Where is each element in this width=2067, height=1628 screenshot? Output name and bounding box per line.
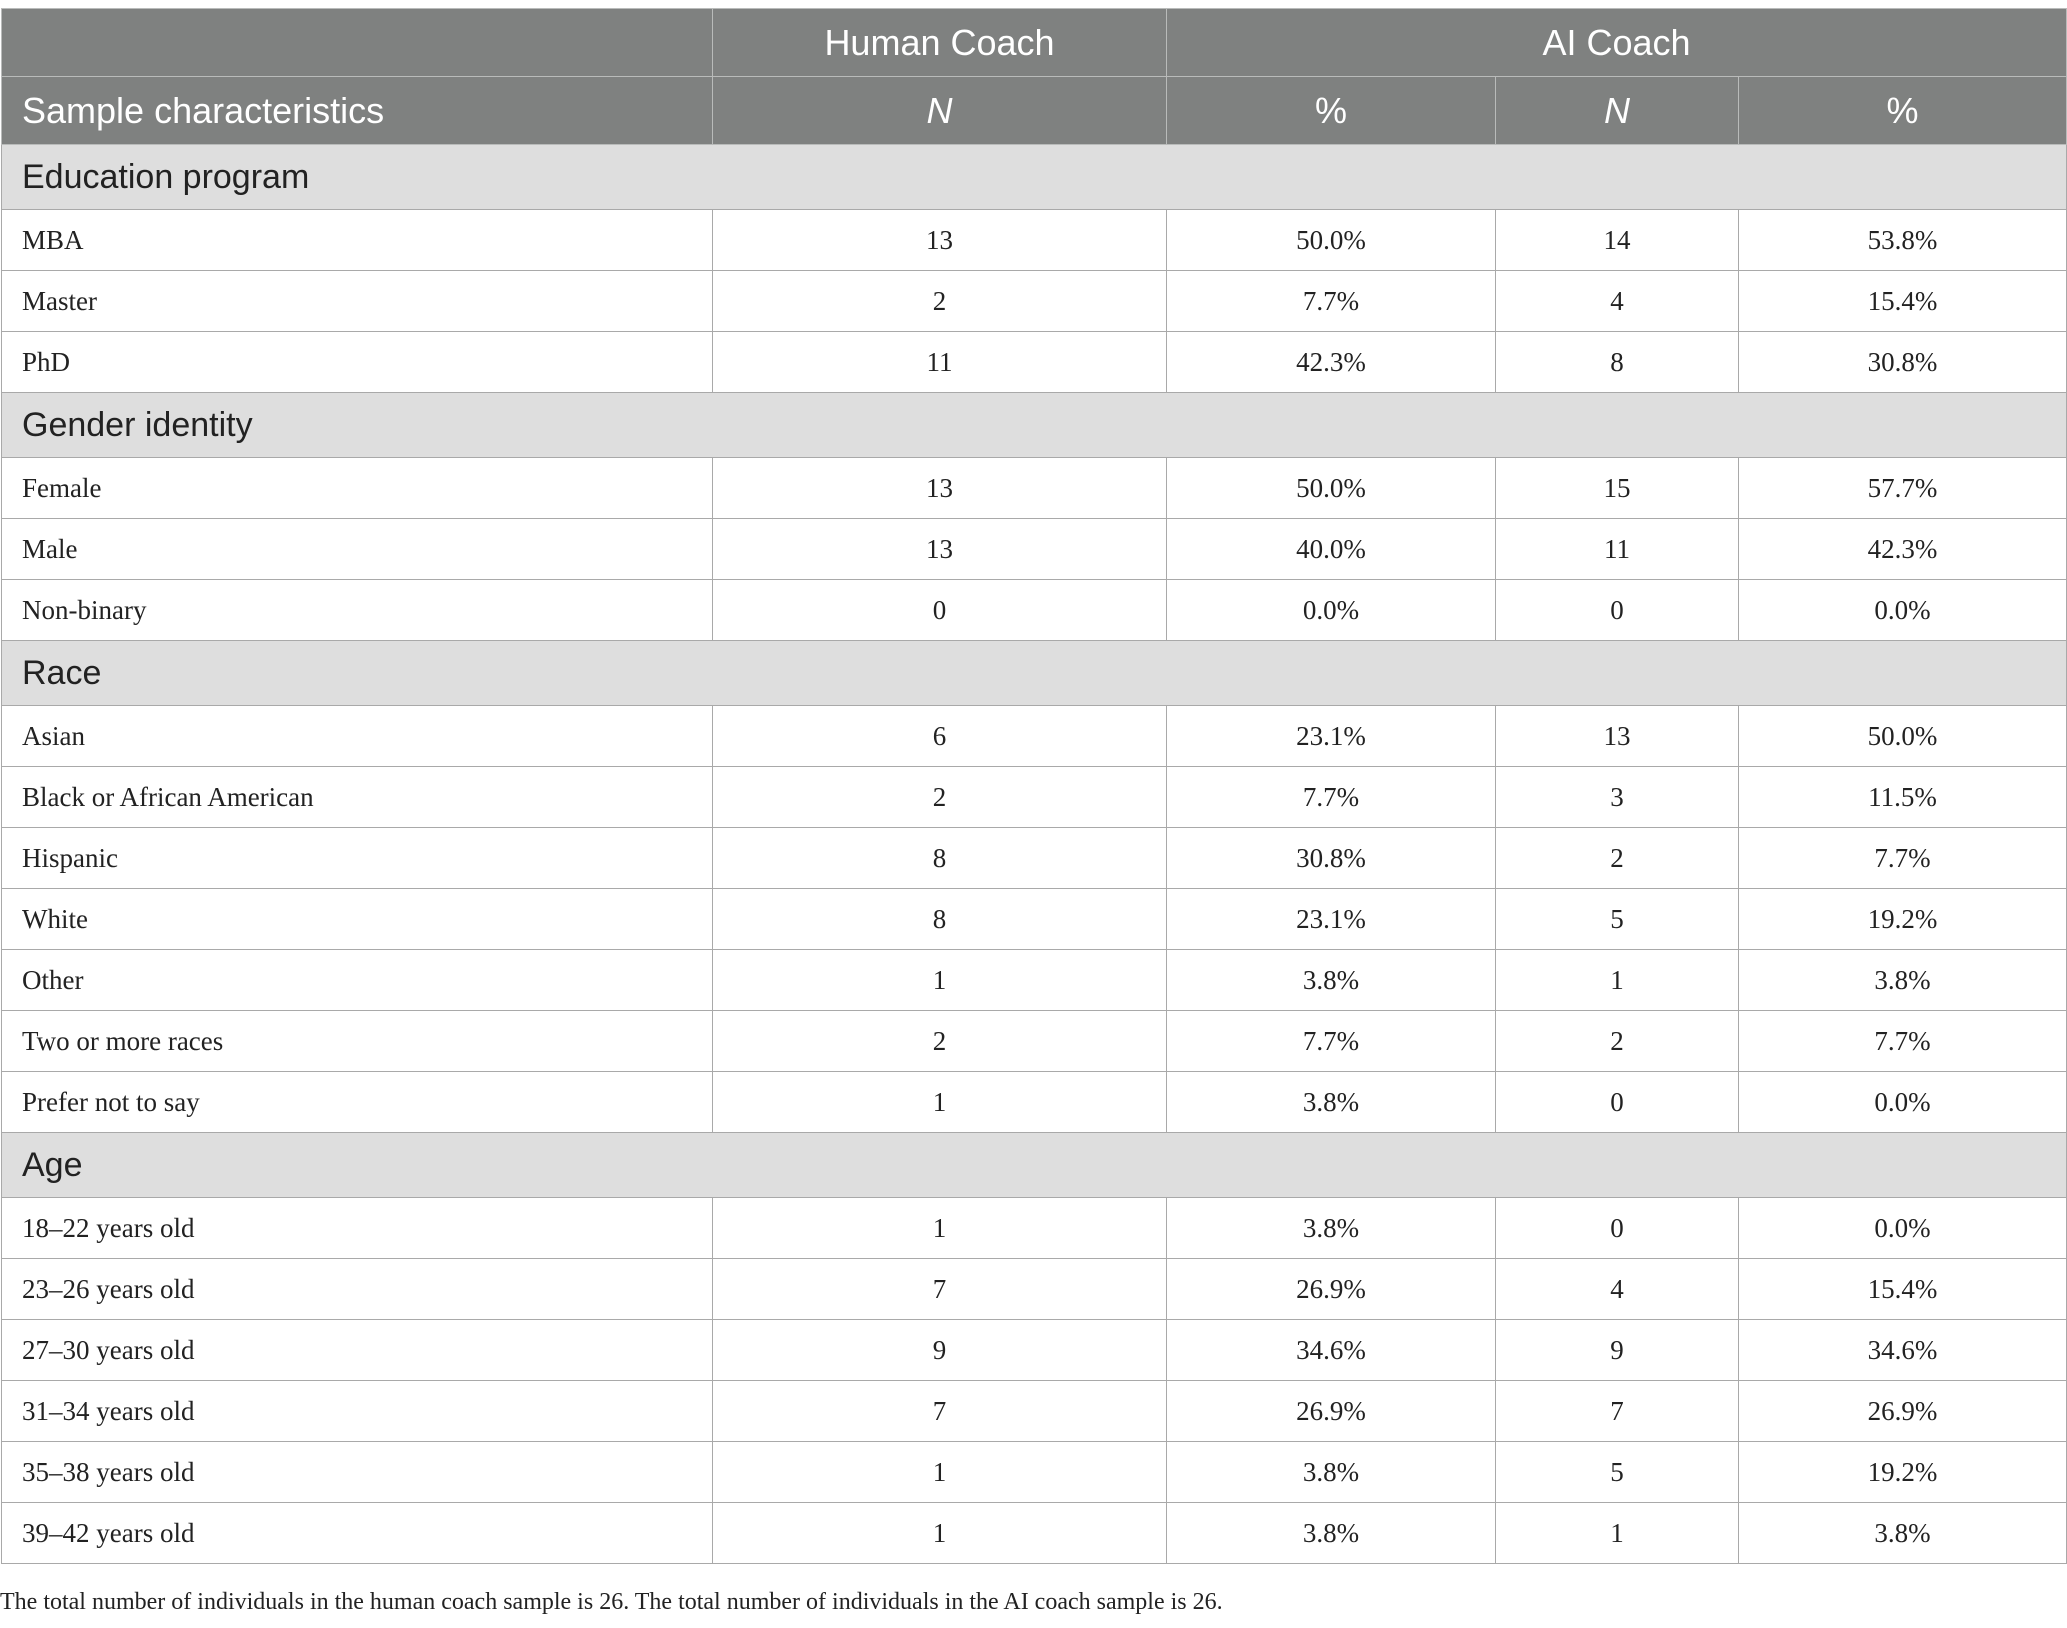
sample-characteristics-table [1,8,2067,1564]
section-header-row [2,393,2067,458]
human-percent-cell: 23.1% [1167,706,1496,767]
ai-percent-cell: 15.4% [1739,271,2067,332]
row-label: Black or African American [2,767,713,828]
human-n-cell: 1 [713,1072,1167,1133]
human-n-cell: 7 [713,1381,1167,1442]
table-row [2,828,2067,889]
ai-percent-cell: 50.0% [1739,706,2067,767]
ai-n-cell: 0 [1496,1072,1739,1133]
row-label: Hispanic [2,828,713,889]
ai-n-cell: 4 [1496,271,1739,332]
human-n-cell: 2 [713,1011,1167,1072]
ai-percent-cell: 11.5% [1739,767,2067,828]
ai-percent-cell: 3.8% [1739,1503,2067,1564]
table-row [2,1198,2067,1259]
row-label: 39–42 years old [2,1503,713,1564]
human-percent-cell: 42.3% [1167,332,1496,393]
human-percent-cell: 3.8% [1167,1198,1496,1259]
human-percent-cell: 23.1% [1167,889,1496,950]
header-group-empty [2,9,713,77]
table-row [2,332,2067,393]
human-n-cell: 8 [713,828,1167,889]
table-row [2,519,2067,580]
table-row [2,1259,2067,1320]
table-row [2,950,2067,1011]
ai-percent-cell: 19.2% [1739,1442,2067,1503]
human-n-cell: 13 [713,210,1167,271]
human-percent-cell: 3.8% [1167,1442,1496,1503]
header-group-row [2,9,2067,77]
human-n-cell: 0 [713,580,1167,641]
ai-percent-cell: 3.8% [1739,950,2067,1011]
human-percent-cell: 3.8% [1167,1503,1496,1564]
row-label: Two or more races [2,1011,713,1072]
section-header-row [2,145,2067,210]
ai-n-cell: 2 [1496,1011,1739,1072]
human-percent-cell: 50.0% [1167,458,1496,519]
table-row [2,458,2067,519]
row-label: 27–30 years old [2,1320,713,1381]
ai-n-cell: 0 [1496,580,1739,641]
ai-percent-cell: 57.7% [1739,458,2067,519]
ai-n-cell: 2 [1496,828,1739,889]
human-n-cell: 8 [713,889,1167,950]
ai-n-cell: 5 [1496,889,1739,950]
table-row [2,271,2067,332]
row-label: MBA [2,210,713,271]
row-label: 31–34 years old [2,1381,713,1442]
header-ai-percent: % [1739,77,2067,145]
human-percent-cell: 7.7% [1167,271,1496,332]
ai-n-cell: 7 [1496,1381,1739,1442]
row-label: Male [2,519,713,580]
human-n-cell: 1 [713,1198,1167,1259]
ai-percent-cell: 34.6% [1739,1320,2067,1381]
human-percent-cell: 30.8% [1167,828,1496,889]
ai-n-cell: 13 [1496,706,1739,767]
human-percent-cell: 34.6% [1167,1320,1496,1381]
row-label: 35–38 years old [2,1442,713,1503]
table-row [2,1320,2067,1381]
human-percent-cell: 26.9% [1167,1259,1496,1320]
human-n-cell: 1 [713,950,1167,1011]
row-label: Master [2,271,713,332]
header-group-human-coach: Human Coach [713,9,1167,77]
ai-percent-cell: 15.4% [1739,1259,2067,1320]
ai-n-cell: 3 [1496,767,1739,828]
row-label: 23–26 years old [2,1259,713,1320]
ai-n-cell: 5 [1496,1442,1739,1503]
row-label: Female [2,458,713,519]
row-label: 18–22 years old [2,1198,713,1259]
table-container [0,8,2067,1564]
human-percent-cell: 50.0% [1167,210,1496,271]
human-n-cell: 11 [713,332,1167,393]
ai-percent-cell: 53.8% [1739,210,2067,271]
table-row [2,1381,2067,1442]
header-human-n: N [713,77,1167,145]
header-ai-n: N [1496,77,1739,145]
ai-n-cell: 4 [1496,1259,1739,1320]
header-column-row [2,77,2067,145]
ai-percent-cell: 26.9% [1739,1381,2067,1442]
section-title: Gender identity [2,393,2067,458]
section-title: Education program [2,145,2067,210]
ai-n-cell: 1 [1496,1503,1739,1564]
human-n-cell: 2 [713,271,1167,332]
ai-percent-cell: 7.7% [1739,828,2067,889]
ai-percent-cell: 0.0% [1739,580,2067,641]
ai-percent-cell: 7.7% [1739,1011,2067,1072]
human-percent-cell: 40.0% [1167,519,1496,580]
human-percent-cell: 0.0% [1167,580,1496,641]
table-row [2,210,2067,271]
ai-n-cell: 8 [1496,332,1739,393]
row-label: Non-binary [2,580,713,641]
row-label: PhD [2,332,713,393]
table-row [2,1072,2067,1133]
section-header-row [2,641,2067,706]
ai-percent-cell: 0.0% [1739,1072,2067,1133]
table-row [2,580,2067,641]
table-row [2,1442,2067,1503]
row-label: Other [2,950,713,1011]
ai-percent-cell: 19.2% [1739,889,2067,950]
human-n-cell: 2 [713,767,1167,828]
row-label: Prefer not to say [2,1072,713,1133]
ai-n-cell: 9 [1496,1320,1739,1381]
human-percent-cell: 3.8% [1167,1072,1496,1133]
table-row [2,1011,2067,1072]
row-label: White [2,889,713,950]
table-row [2,706,2067,767]
table-row [2,767,2067,828]
human-n-cell: 6 [713,706,1167,767]
ai-n-cell: 0 [1496,1198,1739,1259]
human-percent-cell: 3.8% [1167,950,1496,1011]
header-group-ai-coach: AI Coach [1167,9,2067,77]
ai-n-cell: 14 [1496,210,1739,271]
section-header-row [2,1133,2067,1198]
ai-n-cell: 15 [1496,458,1739,519]
human-percent-cell: 7.7% [1167,1011,1496,1072]
ai-percent-cell: 42.3% [1739,519,2067,580]
human-percent-cell: 26.9% [1167,1381,1496,1442]
row-label: Asian [2,706,713,767]
human-n-cell: 1 [713,1442,1167,1503]
human-n-cell: 13 [713,519,1167,580]
human-n-cell: 7 [713,1259,1167,1320]
header-sample-characteristics: Sample characteristics [2,77,713,145]
table-row [2,889,2067,950]
table-header [2,9,2067,145]
human-n-cell: 13 [713,458,1167,519]
ai-n-cell: 1 [1496,950,1739,1011]
human-percent-cell: 7.7% [1167,767,1496,828]
ai-percent-cell: 0.0% [1739,1198,2067,1259]
section-title: Race [2,641,2067,706]
table-body [2,145,2067,1564]
human-n-cell: 9 [713,1320,1167,1381]
table-footnote: The total number of individuals in the human coach sample is 26. The total number of individuals in the AI coach sample is 26. [0,1589,1223,1615]
section-title: Age [2,1133,2067,1198]
table-row [2,1503,2067,1564]
ai-n-cell: 11 [1496,519,1739,580]
ai-percent-cell: 30.8% [1739,332,2067,393]
human-n-cell: 1 [713,1503,1167,1564]
header-human-percent: % [1167,77,1496,145]
